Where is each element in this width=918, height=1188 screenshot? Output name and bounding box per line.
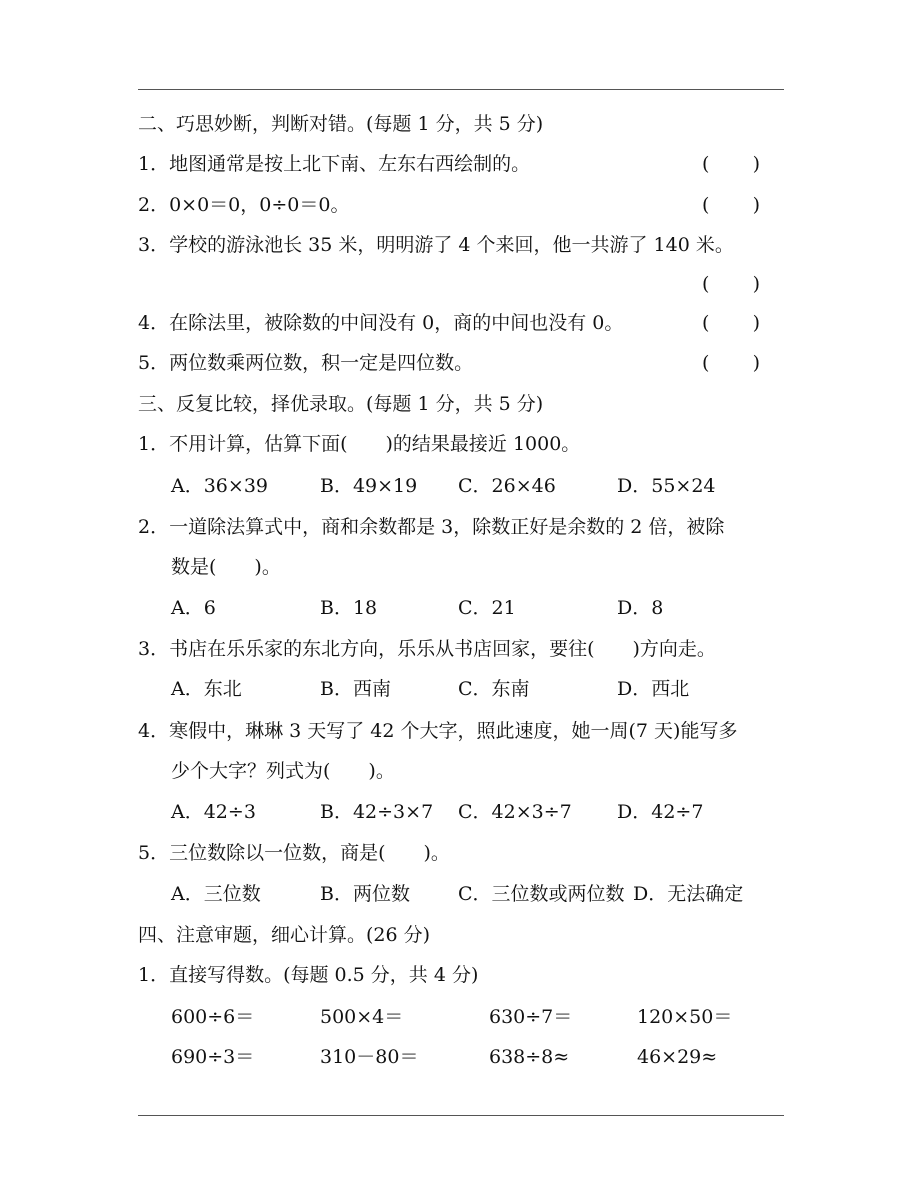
choice-q1-option-d[interactable]: D．55×24	[617, 475, 716, 497]
answer-blank-5[interactable]: ( )	[702, 352, 760, 374]
judge-item-3: 3．学校的游泳池长 35 米，明明游了 4 个来回，他一共游了 140 米。	[138, 234, 734, 256]
choice-q5-stem: 5．三位数除以一位数，商是( )。	[138, 842, 450, 864]
choice-q2-option-b[interactable]: B．18	[320, 597, 378, 619]
calc-row2-item-3: 638÷8≈	[489, 1046, 570, 1068]
calc-row1-item-4: 120×50＝	[637, 1006, 733, 1028]
calc-row2-item-4: 46×29≈	[637, 1046, 718, 1068]
choice-q5-option-b[interactable]: B．两位数	[320, 883, 410, 905]
answer-blank-2[interactable]: ( )	[702, 194, 760, 216]
calc-row1-item-1: 600÷6＝	[171, 1006, 255, 1028]
answer-blank-3[interactable]: ( )	[702, 273, 760, 295]
choice-q4-option-a[interactable]: A．42÷3	[171, 801, 256, 823]
choice-q4-option-b[interactable]: B．42÷3×7	[320, 801, 434, 823]
choice-q3-option-b[interactable]: B．西南	[320, 678, 391, 700]
choice-q2-option-c[interactable]: C．21	[458, 597, 516, 619]
judge-item-1: 1．地图通常是按上北下南、左东右西绘制的。	[138, 153, 531, 175]
choice-q2-stem: 2．一道除法算式中，商和余数都是 3，除数正好是余数的 2 倍，被除	[138, 516, 725, 538]
choice-q5-option-d[interactable]: D．无法确定	[633, 883, 744, 905]
choice-q1-stem: 1．不用计算，估算下面( )的结果最接近 1000。	[138, 433, 581, 455]
choice-q1-option-b[interactable]: B．49×19	[320, 475, 418, 497]
judge-item-5: 5．两位数乘两位数，积一定是四位数。	[138, 352, 474, 374]
choice-q5-option-a[interactable]: A．三位数	[171, 883, 261, 905]
choice-q2-option-a[interactable]: A．6	[171, 597, 216, 619]
choice-q3-option-a[interactable]: A．东北	[171, 678, 242, 700]
choice-q4-option-c[interactable]: C．42×3÷7	[458, 801, 572, 823]
section-2-title: 二、巧思妙断，判断对错。(每题 1 分，共 5 分)	[138, 113, 544, 135]
section-3-title: 三、反复比较，择优录取。(每题 1 分，共 5 分)	[138, 393, 544, 415]
choice-q3-option-d[interactable]: D．西北	[617, 678, 690, 700]
judge-item-4: 4．在除法里，被除数的中间没有 0，商的中间也没有 0。	[138, 312, 624, 334]
choice-q1-option-c[interactable]: C．26×46	[458, 475, 556, 497]
answer-blank-4[interactable]: ( )	[702, 312, 760, 334]
choice-q4-stem: 4．寒假中，琳琳 3 天写了 42 个大字，照此速度，她一周(7 天)能写多	[138, 720, 738, 742]
calc-row2-item-1: 690÷3＝	[171, 1046, 255, 1068]
choice-q2-option-d[interactable]: D．8	[617, 597, 664, 619]
choice-q3-option-c[interactable]: C．东南	[458, 678, 530, 700]
section-4-title: 四、注意审题，细心计算。(26 分)	[138, 924, 431, 946]
calc-row2-item-2: 310－80＝	[320, 1046, 419, 1068]
top-rule	[138, 89, 784, 90]
answer-blank-1[interactable]: ( )	[702, 153, 760, 175]
choice-q5-option-c[interactable]: C．三位数或两位数	[458, 883, 625, 905]
bottom-rule	[138, 1115, 784, 1116]
choice-q2-stem-cont: 数是( )。	[171, 556, 281, 578]
choice-q3-stem: 3．书店在乐乐家的东北方向，乐乐从书店回家，要往( )方向走。	[138, 638, 716, 660]
choice-q4-option-d[interactable]: D．42÷7	[617, 801, 704, 823]
judge-item-2: 2．0×0＝0，0÷0＝0。	[138, 194, 350, 216]
calc-sub-1-title: 1．直接写得数。(每题 0.5 分，共 4 分)	[138, 964, 479, 986]
choice-q1-option-a[interactable]: A．36×39	[171, 475, 268, 497]
calc-row1-item-3: 630÷7＝	[489, 1006, 573, 1028]
calc-row1-item-2: 500×4＝	[320, 1006, 404, 1028]
choice-q4-stem-cont: 少个大字？列式为( )。	[171, 760, 395, 782]
